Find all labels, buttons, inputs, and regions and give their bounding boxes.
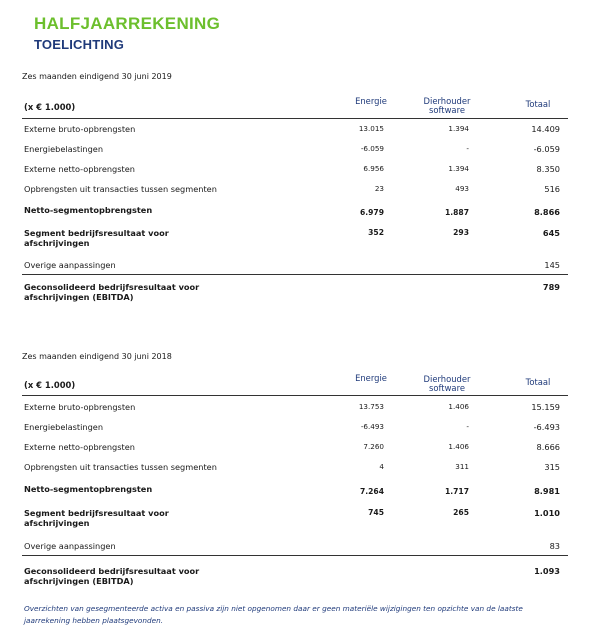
- value-totaal: 1.010: [534, 508, 560, 518]
- value-energie: 23: [374, 184, 384, 193]
- row-label: Energiebelastingen: [24, 422, 104, 432]
- value-energie: 13.015: [358, 124, 384, 133]
- value-energie: 6.956: [363, 164, 384, 173]
- row-label: Externe netto-opbrengsten: [24, 442, 135, 452]
- row-label: Overige aanpassingen: [24, 541, 116, 551]
- value-totaal: -6.059: [533, 144, 560, 154]
- value-totaal: 315: [544, 462, 560, 472]
- value-dierhouder: -: [466, 144, 469, 153]
- total-divider: [22, 555, 568, 556]
- column-header-dierhouder-software: Dierhouder software: [423, 374, 471, 393]
- header-divider: [22, 118, 568, 119]
- value-totaal: 83: [549, 541, 560, 551]
- value-energie: 4: [379, 462, 384, 471]
- row-label: Netto-segmentopbrengsten: [24, 484, 153, 494]
- value-energie: 13.753: [358, 402, 384, 411]
- value-totaal: 15.159: [531, 402, 560, 412]
- value-dierhouder: 265: [453, 508, 469, 517]
- value-energie: 745: [368, 508, 384, 517]
- unit-label: (x € 1.000): [24, 102, 76, 112]
- value-totaal: 1.093: [534, 566, 560, 576]
- column-header-totaal: Totaal: [525, 377, 551, 387]
- row-label: Overige aanpassingen: [24, 260, 116, 270]
- period-label: Zes maanden eindigend 30 juni 2019: [22, 72, 172, 81]
- value-dierhouder: 1.406: [448, 402, 469, 411]
- row-label: Segment bedrijfsresultaat voor afschrijvingen: [24, 228, 169, 248]
- value-energie: 352: [368, 228, 384, 237]
- value-totaal: 8.350: [536, 164, 560, 174]
- row-label: Externe bruto-opbrengsten: [24, 124, 136, 134]
- value-totaal: 8.666: [536, 442, 560, 452]
- row-label: Segment bedrijfsresultaat voor afschrijvingen: [24, 508, 169, 528]
- row-label: Geconsolideerd bedrijfsresultaat voor afschrijvingen (EBITDA): [24, 282, 200, 302]
- value-totaal: 8.866: [534, 207, 560, 217]
- column-header-totaal: Totaal: [525, 99, 551, 109]
- value-totaal: -6.493: [533, 422, 560, 432]
- value-dierhouder: 1.887: [444, 208, 469, 217]
- value-dierhouder: 293: [453, 228, 469, 237]
- value-dierhouder: 1.717: [444, 487, 469, 496]
- page-subtitle: TOELICHTING: [34, 37, 125, 52]
- value-dierhouder: 311: [455, 462, 469, 471]
- header-divider: [22, 395, 568, 396]
- value-dierhouder: 493: [455, 184, 469, 193]
- value-energie: -6.059: [360, 144, 384, 153]
- column-header-energie: Energie: [355, 96, 387, 106]
- unit-label: (x € 1.000): [24, 380, 76, 390]
- column-header-dierhouder-software: Dierhouder software: [423, 96, 471, 115]
- value-energie: 7.264: [359, 487, 384, 496]
- row-label: Opbrengsten uit transacties tussen segmenten: [24, 462, 217, 472]
- column-header-energie: Energie: [355, 373, 387, 383]
- value-totaal: 516: [544, 184, 560, 194]
- value-dierhouder: 1.394: [448, 124, 469, 133]
- footnote: Overzichten van gesegmenteerde activa en passiva zijn niet opgenomen daar er geen materiële wijzigingen ten opzichte van de laatste jaarrekening hebben plaatsgevonden.: [24, 604, 523, 625]
- value-dierhouder: 1.406: [448, 442, 469, 451]
- value-energie: 7.260: [363, 442, 384, 451]
- value-energie: -6.493: [360, 422, 384, 431]
- row-label: Energiebelastingen: [24, 144, 104, 154]
- value-totaal: 145: [544, 260, 560, 270]
- value-totaal: 789: [542, 282, 560, 292]
- period-label: Zes maanden eindigend 30 juni 2018: [22, 352, 172, 361]
- value-energie: 6.979: [359, 208, 384, 217]
- value-dierhouder: 1.394: [448, 164, 469, 173]
- value-totaal: 8.981: [534, 486, 560, 496]
- value-dierhouder: -: [466, 422, 469, 431]
- page-title: HALFJAARREKENING: [34, 14, 221, 33]
- value-totaal: 645: [542, 228, 560, 238]
- row-label: Netto-segmentopbrengsten: [24, 205, 153, 215]
- row-label: Opbrengsten uit transacties tussen segmenten: [24, 184, 217, 194]
- value-totaal: 14.409: [531, 124, 560, 134]
- row-label: Externe bruto-opbrengsten: [24, 402, 136, 412]
- row-label: Externe netto-opbrengsten: [24, 164, 135, 174]
- total-divider: [22, 274, 568, 275]
- row-label: Geconsolideerd bedrijfsresultaat voor afschrijvingen (EBITDA): [24, 566, 200, 586]
